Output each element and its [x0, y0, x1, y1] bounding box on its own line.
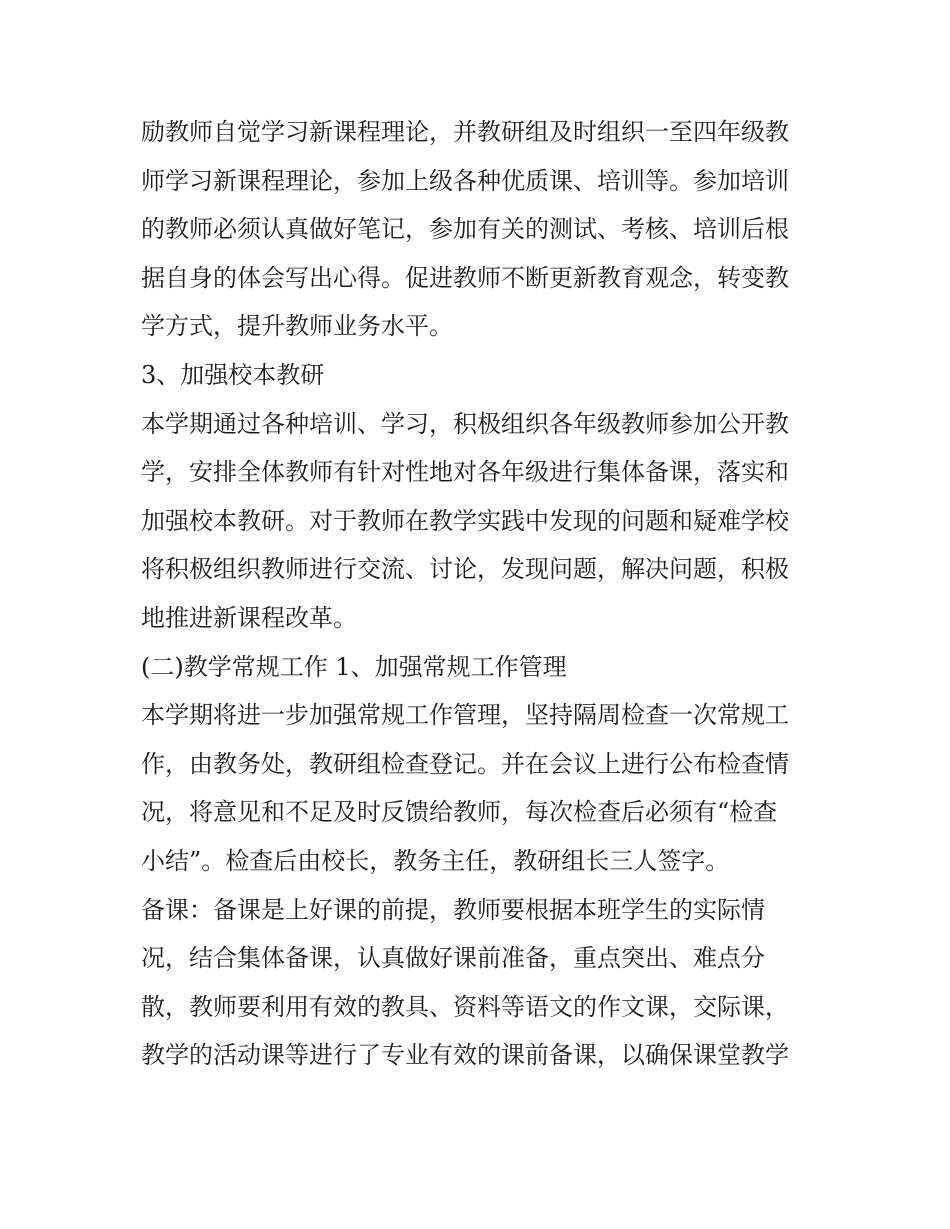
section-heading-school-research — [141, 351, 821, 400]
text-line: 地推进新课程改革。 — [141, 603, 357, 632]
text-line: 据自身的体会写出心得。促进教师不断更新教育观念，转变教 — [141, 263, 789, 292]
text-line: 教学的活动课等进行了专业有效的课前备课，以确保课堂教学 — [141, 1041, 789, 1070]
text-line: 本学期将进一步加强常规工作管理，坚持隔周检查一次常规工 — [141, 701, 789, 730]
paragraph-routine-management — [141, 691, 821, 885]
text-line: 作，由教务处，教研组检查登记。并在会议上进行公布检查情 — [141, 749, 789, 778]
text-line: 的教师必须认真做好笔记，参加有关的测试、考核、培训后根 — [141, 215, 789, 244]
text-line: 学方式，提升教师业务水平。 — [141, 312, 453, 341]
text-line: 备课：备课是上好课的前提，教师要根据本班学生的实际情 — [141, 895, 765, 924]
paragraph-school-research — [141, 400, 821, 643]
section-heading-routine-work — [141, 643, 821, 692]
text-line: 师学习新课程理论，参加上级各种优质课、培训等。参加培训 — [141, 166, 789, 195]
paragraph-teacher-study — [141, 108, 821, 351]
text-line: 散，教师要利用有效的教具、资料等语文的作文课，交际课， — [141, 992, 789, 1021]
text-line: 小结”。检查后由校长，教务主任，教研组长三人签字。 — [141, 846, 730, 875]
document-body — [141, 108, 821, 1080]
text-line: 将积极组织教师进行交流、讨论，发现问题，解决问题，积极 — [141, 555, 789, 584]
paragraph-lesson-prep — [141, 886, 821, 1080]
text-line: 学，安排全体教师有针对性地对各年级进行集体备课，落实和 — [141, 458, 789, 487]
text-line: 励教师自觉学习新课程理论，并教研组及时组织一至四年级教 — [141, 118, 789, 146]
text-line: 加强校本教研。对于教师在教学实践中发现的问题和疑难学校 — [141, 506, 789, 535]
heading-line: (二)教学常规工作 1、加强常规工作管理 — [141, 652, 567, 681]
text-line: 况，结合集体备课，认真做好课前准备，重点突出、难点分 — [141, 944, 765, 973]
heading-line: 3、加强校本教研 — [141, 360, 325, 389]
text-line: 况，将意见和不足及时反馈给教师，每次检查后必须有“检查 — [141, 798, 778, 827]
text-line: 本学期通过各种培训、学习，积极组织各年级教师参加公开教 — [141, 409, 789, 438]
